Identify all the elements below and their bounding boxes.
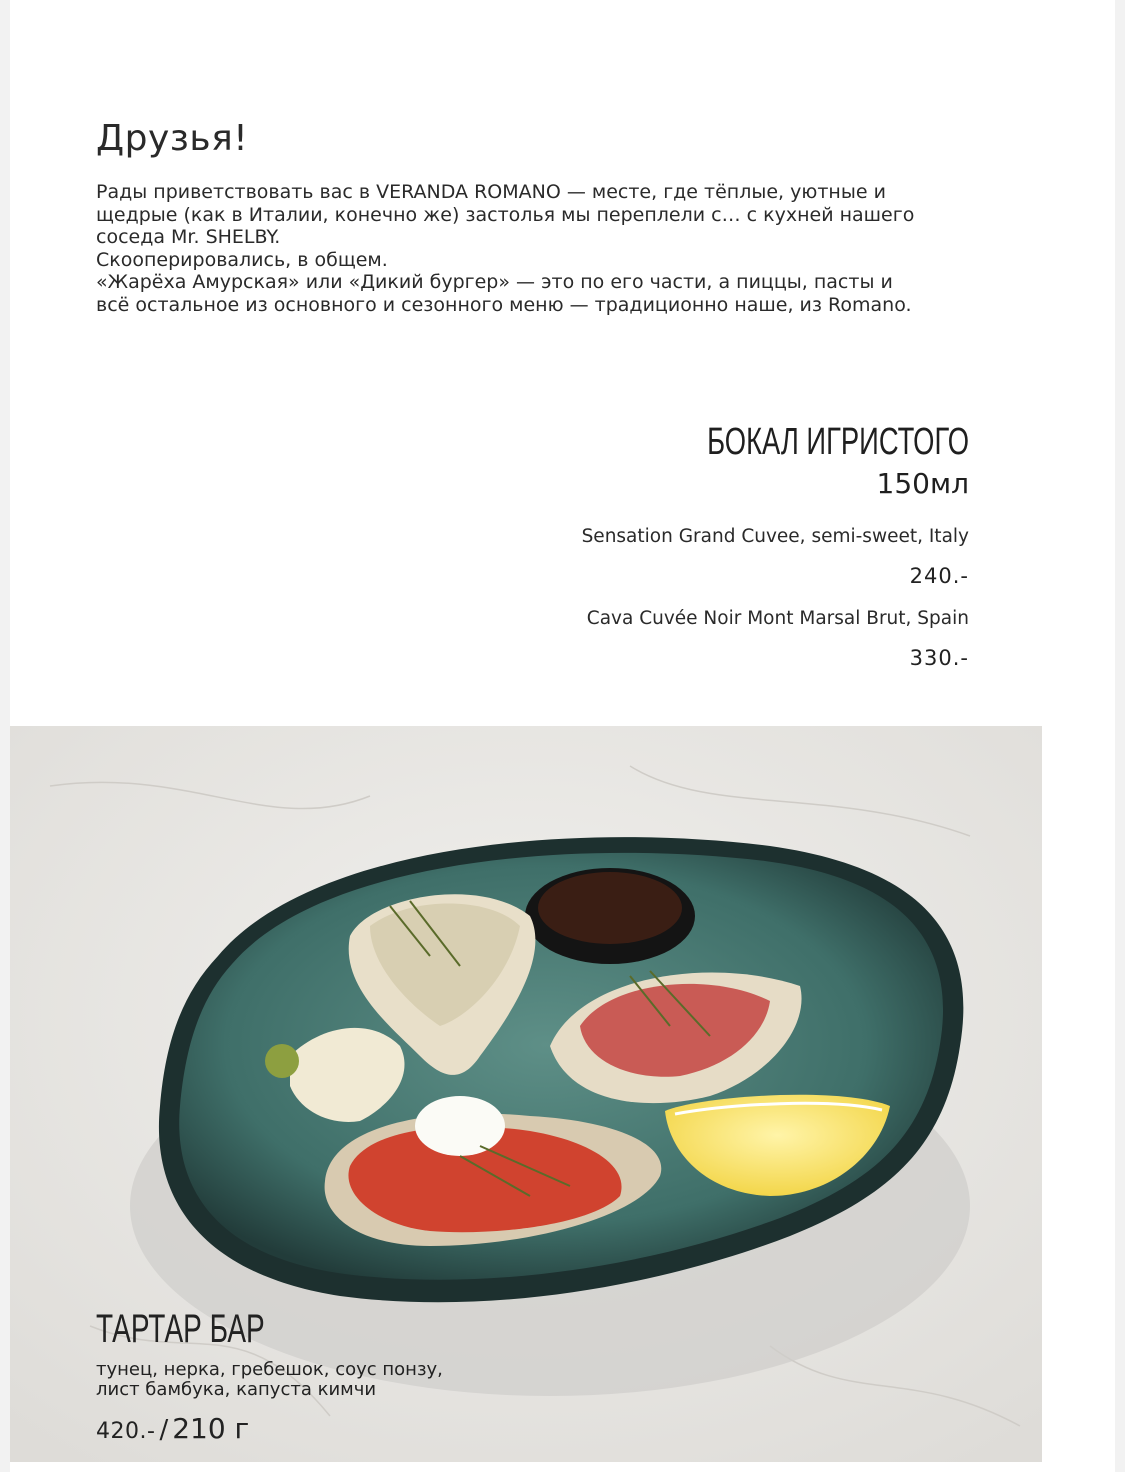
wine-price: 240.- bbox=[909, 564, 969, 588]
dish-name: ТАРТАР БАР bbox=[96, 1307, 265, 1351]
intro-line: соседа Mr. SHELBY. bbox=[96, 226, 281, 248]
wine-price: 330.- bbox=[909, 646, 969, 670]
section-heading: БОКАЛ ИГРИСТОГО bbox=[707, 421, 969, 463]
wine-item bbox=[449, 525, 969, 588]
dish-price-row bbox=[96, 1412, 443, 1445]
wine-name: Sensation Grand Cuvee, semi-sweet, Italy bbox=[581, 526, 969, 547]
dish-description-line: тунец, нерка, гребешок, соус понзу, bbox=[96, 1359, 443, 1380]
price-weight-separator: / bbox=[159, 1415, 169, 1445]
dish-description-line: лист бамбука, капуста кимчи bbox=[96, 1379, 377, 1400]
intro-line: «Жарёха Амурская» или «Дикий бургер» — это по его части, а пиццы, пасты и bbox=[96, 271, 893, 293]
menu-page bbox=[10, 0, 1115, 1472]
dish-description bbox=[96, 1360, 443, 1400]
wine-name: Cava Cuvée Noir Mont Marsal Brut, Spain bbox=[586, 608, 969, 629]
intro-text bbox=[96, 181, 996, 316]
intro-line: Рады приветствовать вас в VERANDA ROMANO — месте, где тёплые, уютные и bbox=[96, 181, 886, 203]
sparkling-wine-section bbox=[449, 420, 969, 670]
intro-line: Скооперировались, в общем. bbox=[96, 248, 388, 271]
dish-card bbox=[96, 1308, 443, 1445]
intro-line: щедрые (как в Италии, конечно же) застолья мы переплели с… с кухней нашего bbox=[96, 203, 915, 226]
page-title: Друзья! bbox=[96, 118, 249, 159]
dish-price: 420.- bbox=[96, 1419, 156, 1444]
intro-line: всё остальное из основного и сезонного меню — традиционно наше, из Romano. bbox=[96, 293, 912, 316]
dish-weight: 210 г bbox=[172, 1412, 250, 1445]
serving-volume: 150мл bbox=[876, 467, 969, 500]
wine-item bbox=[449, 607, 969, 670]
